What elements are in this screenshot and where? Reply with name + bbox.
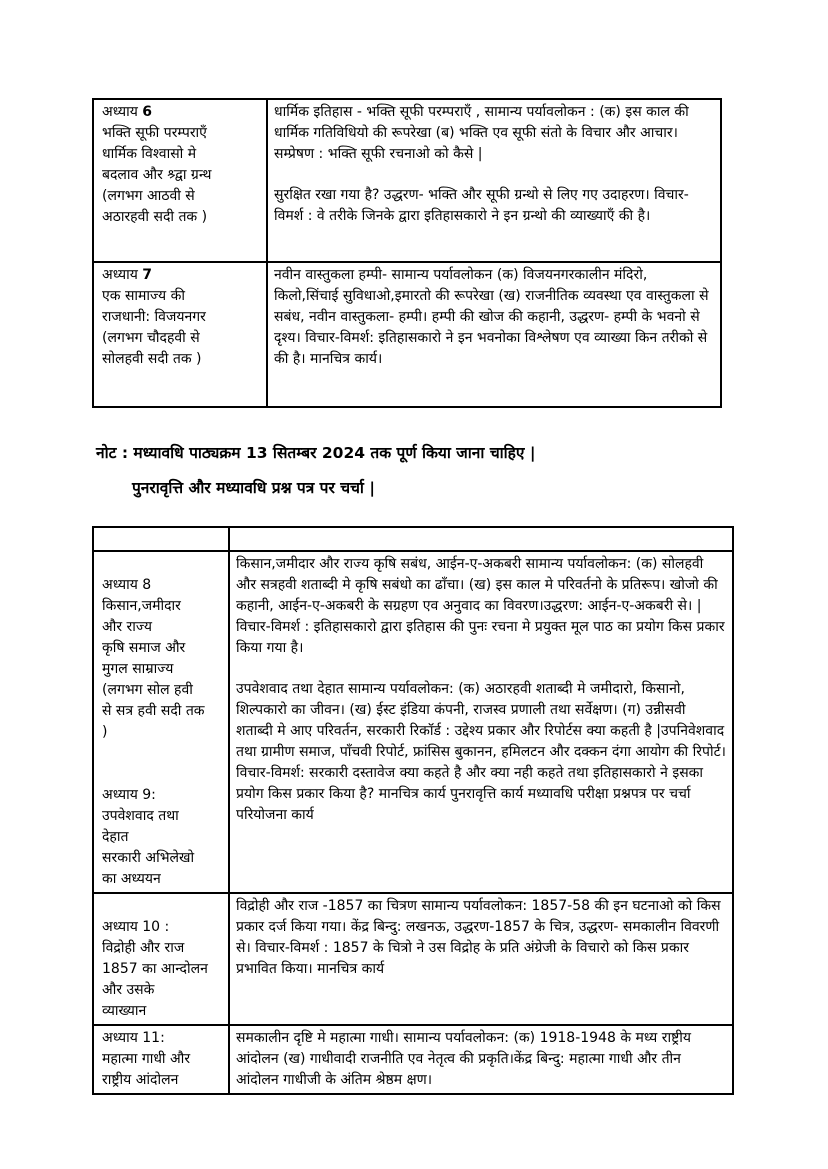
chapter-cell [93, 551, 229, 893]
content-paragraph: विद्रोही और राज -1857 का चित्रण सामान्य पर्यावलोकन: 1857-58 की इन घटनाओ को किस प्रकार दर्ज किया गया। केंद्र बिन्दु: लखनऊ, उद्धरण-1857 के चित्र, उद्धरण- समकालीन विवरणी से। विचार-विमर्श : 1857 के चित्रो ने उस विद्रोह के प्रति अंग्रेजी के विचारो को किस प्रकार प्रभावित किया। मानचित्र कार्य [236, 898, 721, 977]
chapter-title: किसान,जमीदार [102, 598, 181, 614]
chapter-title: एक सामाज्य की [102, 288, 185, 304]
chapter-title: विद्रोही और राज [102, 940, 185, 956]
chapter-number: 6 [142, 104, 153, 120]
table-row [93, 893, 733, 1025]
content-paragraph: धार्मिक इतिहास - भक्ति सूफी परम्पराएँ , सामान्य पर्यावलोकन : (क) इस काल की धार्मिक गतिविधियो की रूपरेखा (ब) भक्ति एव सूफी संतो के विचार और आचार। सम्प्रेषण : भक्ति सूफी रचनाओ को कैसे | [274, 104, 689, 162]
chapter-title: ) [102, 724, 108, 740]
content-paragraph: समकालीन दृष्टि मे महात्मा गाधी। सामान्य पर्यावलोकन: (क) 1918-1948 के मध्य राष्ट्रीय आंदोलन (ख) गाधीवादी राजनीति एव नेतृत्व की प्रकृति।केंद्र बिन्दु: महात्मा गाधी और तीन आंदोलन गाधीजी के अंतिम श्रेष्ठम क्षण। [236, 1030, 692, 1088]
empty-cell [93, 527, 229, 551]
content-paragraph: उपवेशवाद तथा देहात सामान्य पर्यावलोकन: (क) अठारहवी शताब्दी मे जमीदारो, किसानो, शिल्पकारो का जीवन। (ख) ईस्ट इंडिया कंपनी, राजस्व प्रणाली तथा सर्वेक्षण। (ग) उन्नीसवी शताब्दी मे आए परिवर्तन, सरकारी रिकॉर्ड : उद्देश्य प्रकार और रिपोर्टस क्या कहती है |उपनिवेशवाद तथा ग्रामीण समाज, पाँचवी रिपोर्ट, फ्रांसिस बुकानन, हमिलटन और दक्कन दंगा आयोग की रिपोर्ट। [236, 681, 726, 760]
chapter-title: (लगभग सोल हवी [102, 682, 193, 698]
content-paragraph: किसान,जमीदार और राज्य कृषि सबंध, आईन-ए-अकबरी सामान्य पर्यावलोकन: (क) सोलहवी और सत्रहवी शताब्दी मे कृषि सबंधो का ढाँचा। (ख) इस काल मे परिवर्तनो के प्रतिरूप। खोजो की कहानी, आईन-ए-अकबरी के सग्रहण एव अनुवाद का विवरण।उद्धरण: आईन-ए-अकबरी से। | [236, 556, 718, 614]
chapter-cell [93, 262, 267, 407]
chapter-title: और राज्य [102, 619, 152, 635]
note-line: नोट : मध्यावधि पाठ्यक्रम 13 सितम्बर 2024 तक पूर्ण किया जाना चाहिए | [96, 444, 536, 462]
note-line: पुनरावृत्ति और मध्यावधि प्रश्न पत्र पर चर्चा | [132, 479, 375, 497]
empty-cell [229, 527, 733, 551]
table-row [93, 551, 733, 893]
table-header-row [93, 527, 733, 551]
chapter-title: राष्ट्रीय आंदोलन [102, 1072, 179, 1088]
chapter-title: उपवेशवाद तथा [102, 808, 179, 824]
chapter-number: 7 [142, 267, 153, 283]
chapter-title: से सत्र हवी सदी तक [102, 703, 205, 719]
chapter-cell [93, 1025, 229, 1094]
chapter-title: मुगल साम्राज्य [102, 661, 174, 677]
chapter-title: देहात [102, 829, 129, 845]
chapter-title: सोलहवी सदी तक ) [102, 351, 202, 367]
content-paragraph: विचार-विमर्श : इतिहासकारो द्वारा इतिहास की पुनः रचना मे प्रयुक्त मूल पाठ का प्रयोग किस प्रकार किया गया है। [236, 619, 725, 656]
chapter-title: 1857 का आन्दोलन [102, 961, 208, 977]
chapter-title: धार्मिक विश्वासो मे [102, 146, 197, 162]
chapter-title: भक्ति सूफी परम्पराएँ [102, 125, 207, 141]
content-cell [229, 1025, 733, 1094]
chapter-heading [102, 102, 260, 123]
table-row [93, 262, 721, 407]
chapter-title: का अध्ययन [102, 871, 161, 887]
chapter-title: सरकारी अभिलेखो [102, 850, 195, 866]
syllabus-table-2 [92, 526, 734, 1095]
content-cell [229, 893, 733, 1025]
table-row [93, 1025, 733, 1094]
chapter-title: कृषि समाज और [102, 640, 186, 656]
chapter-title: (लगभग चौदहवी से [102, 330, 200, 346]
chapter-title: और उसके [102, 982, 155, 998]
chapter-heading: अध्याय 10 : [102, 919, 170, 935]
chapter-title: (लगभग आठवी से [102, 188, 195, 204]
chapter-heading: अध्याय 11: [102, 1030, 165, 1046]
chapter-label: अध्याय [102, 104, 138, 120]
content-cell [267, 262, 721, 407]
table-row [93, 99, 721, 262]
content-paragraph: नवीन वास्तुकला हम्पी- सामान्य पर्यावलोकन (क) विजयनगरकालीन मंदिरो, किलो,सिंचाई सुविधाओ,इमारतो की रूपरेखा (ख) राजनीतिक व्यवस्था एव वास्तुकला से सबंध, नवीन वास्तुकला- हम्पी। हम्पी की खोज की कहानी, उद्धरण- हम्पी के भवनो से दृश्य। विचार-विमर्श: इतिहासकारो ने इन भवनोका विश्लेषण एव व्याख्या किन तरीको से की है। मानचित्र कार्य। [274, 267, 709, 367]
content-paragraph: विचार-विमर्श: सरकारी दस्तावेज क्या कहते है और क्या नही कहते तथा इतिहासकारो ने इसका प्रयोग किस प्रकार किया है? मानचित्र कार्य पुनरावृत्ति कार्य मध्यावधि परीक्षा प्रश्नपत्र पर चर्चा परियोजना कार्य [236, 765, 704, 823]
chapter-title: बदलाव और श्र्द्वा ग्रन्थ [102, 167, 212, 183]
chapter-label: अध्याय [102, 267, 138, 283]
chapter-heading: अध्याय 9: [102, 787, 156, 803]
chapter-title: व्याख्यान [102, 1003, 147, 1019]
content-paragraph: सुरक्षित रखा गया है? उद्धरण- भक्ति और सूफी ग्रन्थो से लिए गए उदाहरण। विचार-विमर्श : वे तरीके जिनके द्वारा इतिहासकारो ने इन ग्रन्थो की व्याख्याएँ की है। [274, 187, 689, 224]
content-cell [267, 99, 721, 262]
chapter-heading [102, 265, 260, 286]
chapter-title: महात्मा गाधी और [102, 1051, 191, 1067]
content-cell [229, 551, 733, 893]
chapter-heading: अध्याय 8 [102, 577, 152, 593]
chapter-title: राजधानी: विजयनगर [102, 309, 206, 325]
chapter-cell [93, 99, 267, 262]
syllabus-table-1 [92, 98, 722, 408]
chapter-title: अठारहवी सदी तक ) [102, 209, 208, 225]
chapter-cell [93, 893, 229, 1025]
